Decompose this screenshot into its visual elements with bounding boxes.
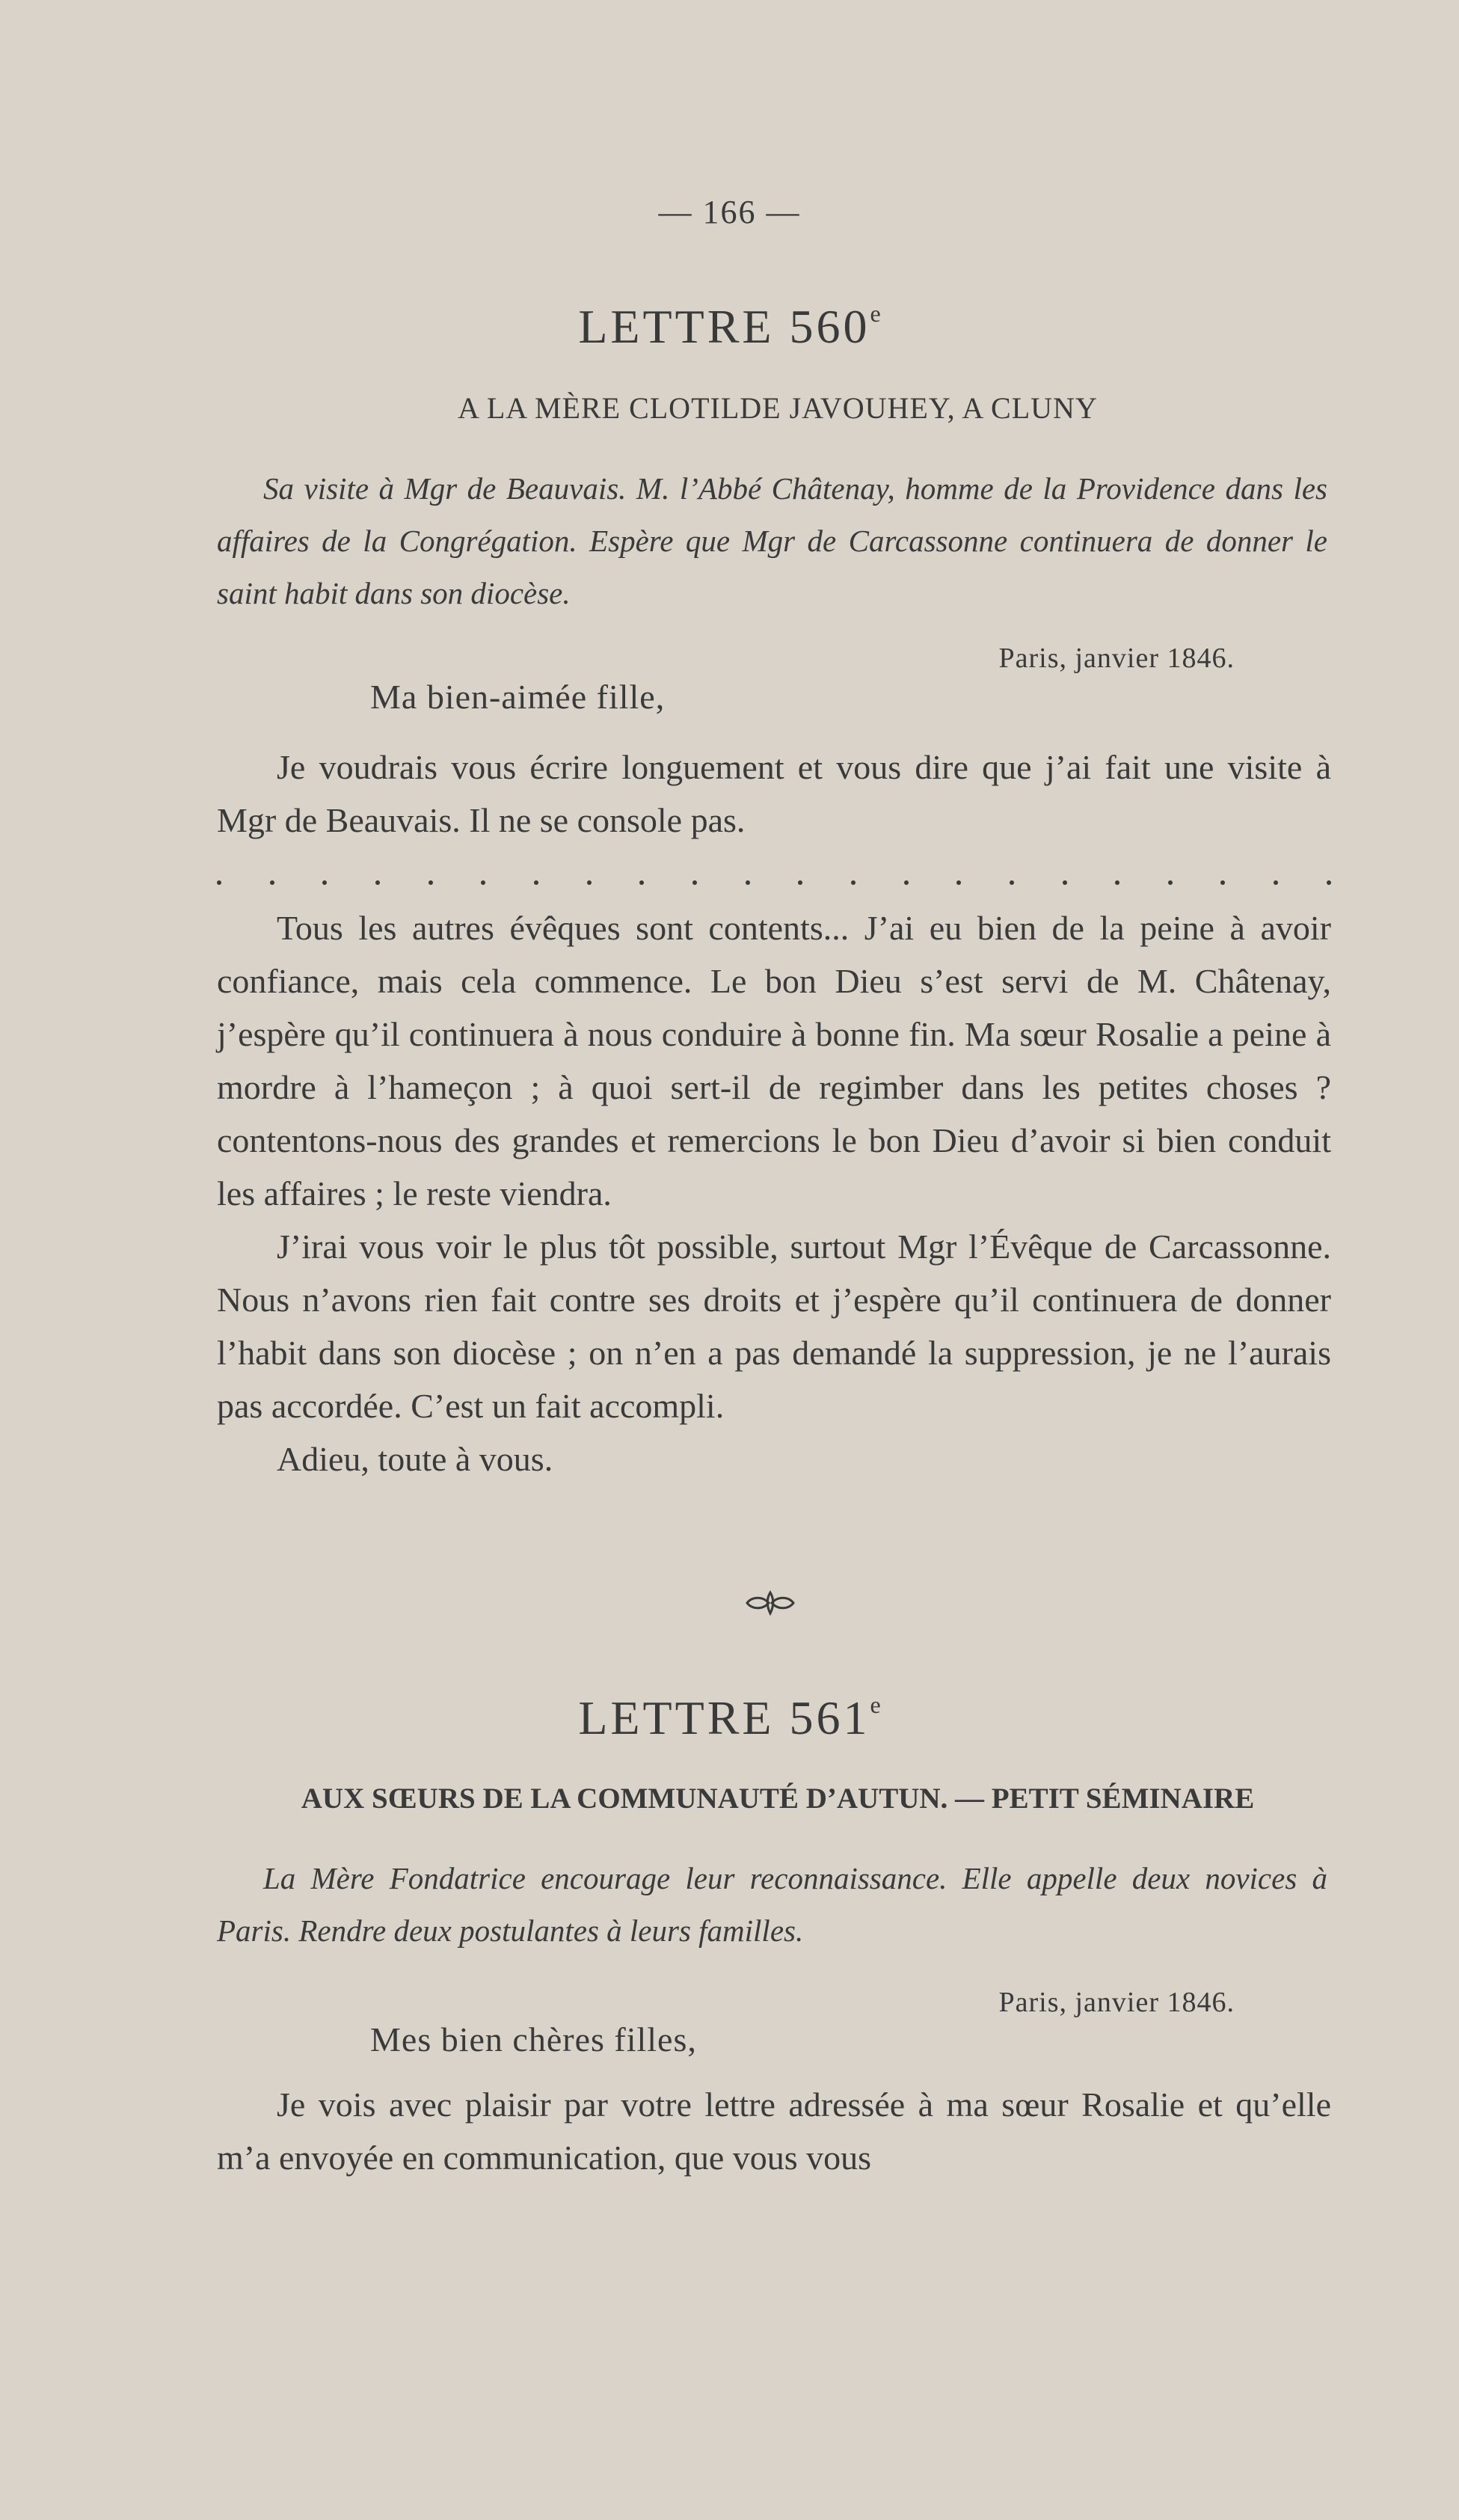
ellipsis-dot (375, 880, 380, 885)
ellipsis-dot (851, 880, 856, 885)
ellipsis-dot (1274, 880, 1278, 885)
page-number: — 166 — (658, 194, 801, 230)
letter-560-title: LETTRE 560e (578, 300, 881, 353)
ellipsis-dot (1115, 880, 1119, 885)
letter-560-paragraph: Je voudrais vous écrire longuement et vous dire que j’ai fait une visite à Mgr de Beauvais. Il ne se console pas. (217, 748, 1331, 839)
letter-561-paragraph: Je vois avec plaisir par votre lettre adressée à ma sœur Rosalie et qu’elle m’a envoyée en communication, que vous vous (217, 2085, 1331, 2177)
ellipsis-dot (587, 880, 592, 885)
ellipsis-dot (217, 880, 221, 885)
letter-561-recipient: AUX SŒURS DE LA COMMUNAUTÉ D’AUTUN. — PETIT SÉMINAIRE (301, 1782, 1255, 1815)
letter-561-summary: La Mère Fondatrice encourage leur reconnaissance. Elle appelle deux novices à Paris. Rendre deux postulantes à leurs familles. (217, 1861, 1327, 1948)
letter-560-body-continued (217, 901, 1331, 1486)
ellipsis-dot (322, 880, 327, 885)
ellipsis-dot (481, 880, 485, 885)
letter-560-paragraph: Tous les autres évêques sont contents... J’ai eu bien de la peine à avoir confiance, mais cela commence. Le bon Dieu s’est servi de M. Châtenay, j’espère qu’il continuera à nous conduire à bonne fin. Ma sœur Rosalie a peine à mordre à l’hameçon ; à quoi sert-il de regimber dans les petites choses ? contentons-nous des grandes et remercions le bon Dieu d’avoir si bien conduit les affaires ; le reste viendra. (217, 909, 1331, 1213)
ellipsis-dot (746, 880, 750, 885)
letter-560-salutation: Ma bien-aimée fille, (370, 678, 666, 716)
ellipsis-dot (692, 880, 697, 885)
ellipsis-dot (270, 880, 274, 885)
letter-560-dateline: Paris, janvier 1846. (998, 643, 1235, 674)
letter-561-title: LETTRE 561e (578, 1691, 881, 1744)
letter-560-closing: Adieu, toute à vous. (277, 1440, 553, 1478)
fleuron-icon (744, 1589, 796, 1616)
ellipsis-dot (1010, 880, 1014, 885)
ellipsis-dot (534, 880, 538, 885)
ellipsis-dot (1063, 880, 1067, 885)
ellipsis-dot (798, 880, 802, 885)
letter-560-paragraph: J’irai vous voir le plus tôt possible, surtout Mgr l’Évêque de Carcassonne. Nous n’avons rien fait contre ses droits et j’espère qu’il continuera de donner l’habit dans son diocèse ; on n’en a pas demandé la suppression, je ne l’aurais pas accordée. C’est un fait accompli. (217, 1227, 1331, 1425)
letter-560-body-start (217, 741, 1331, 847)
ellipsis-dot (1327, 880, 1331, 885)
letter-561-salutation: Mes bien chères filles, (370, 2020, 697, 2058)
letter-560-recipient: A LA MÈRE CLOTILDE JAVOUHEY, A CLUNY (458, 391, 1098, 425)
letter-561-dateline: Paris, janvier 1846. (998, 1987, 1235, 2018)
ellipsis-dots-row (217, 880, 1331, 885)
ellipsis-dot (956, 880, 961, 885)
letter-560-summary: Sa visite à Mgr de Beauvais. M. l’Abbé Châtenay, homme de la Providence dans les affaires de la Congrégation. Espère que Mgr de Carcassonne continuera de donner le saint habit dans son diocèse. (217, 471, 1327, 610)
ellipsis-dot (639, 880, 644, 885)
title-suffix: e (870, 300, 881, 327)
ellipsis-dot (429, 880, 433, 885)
ellipsis-dot (1220, 880, 1225, 885)
title-suffix: e (870, 1691, 881, 1718)
ellipsis-dot (1168, 880, 1173, 885)
ellipsis-dot (904, 880, 909, 885)
letter-561-body (217, 2078, 1331, 2184)
